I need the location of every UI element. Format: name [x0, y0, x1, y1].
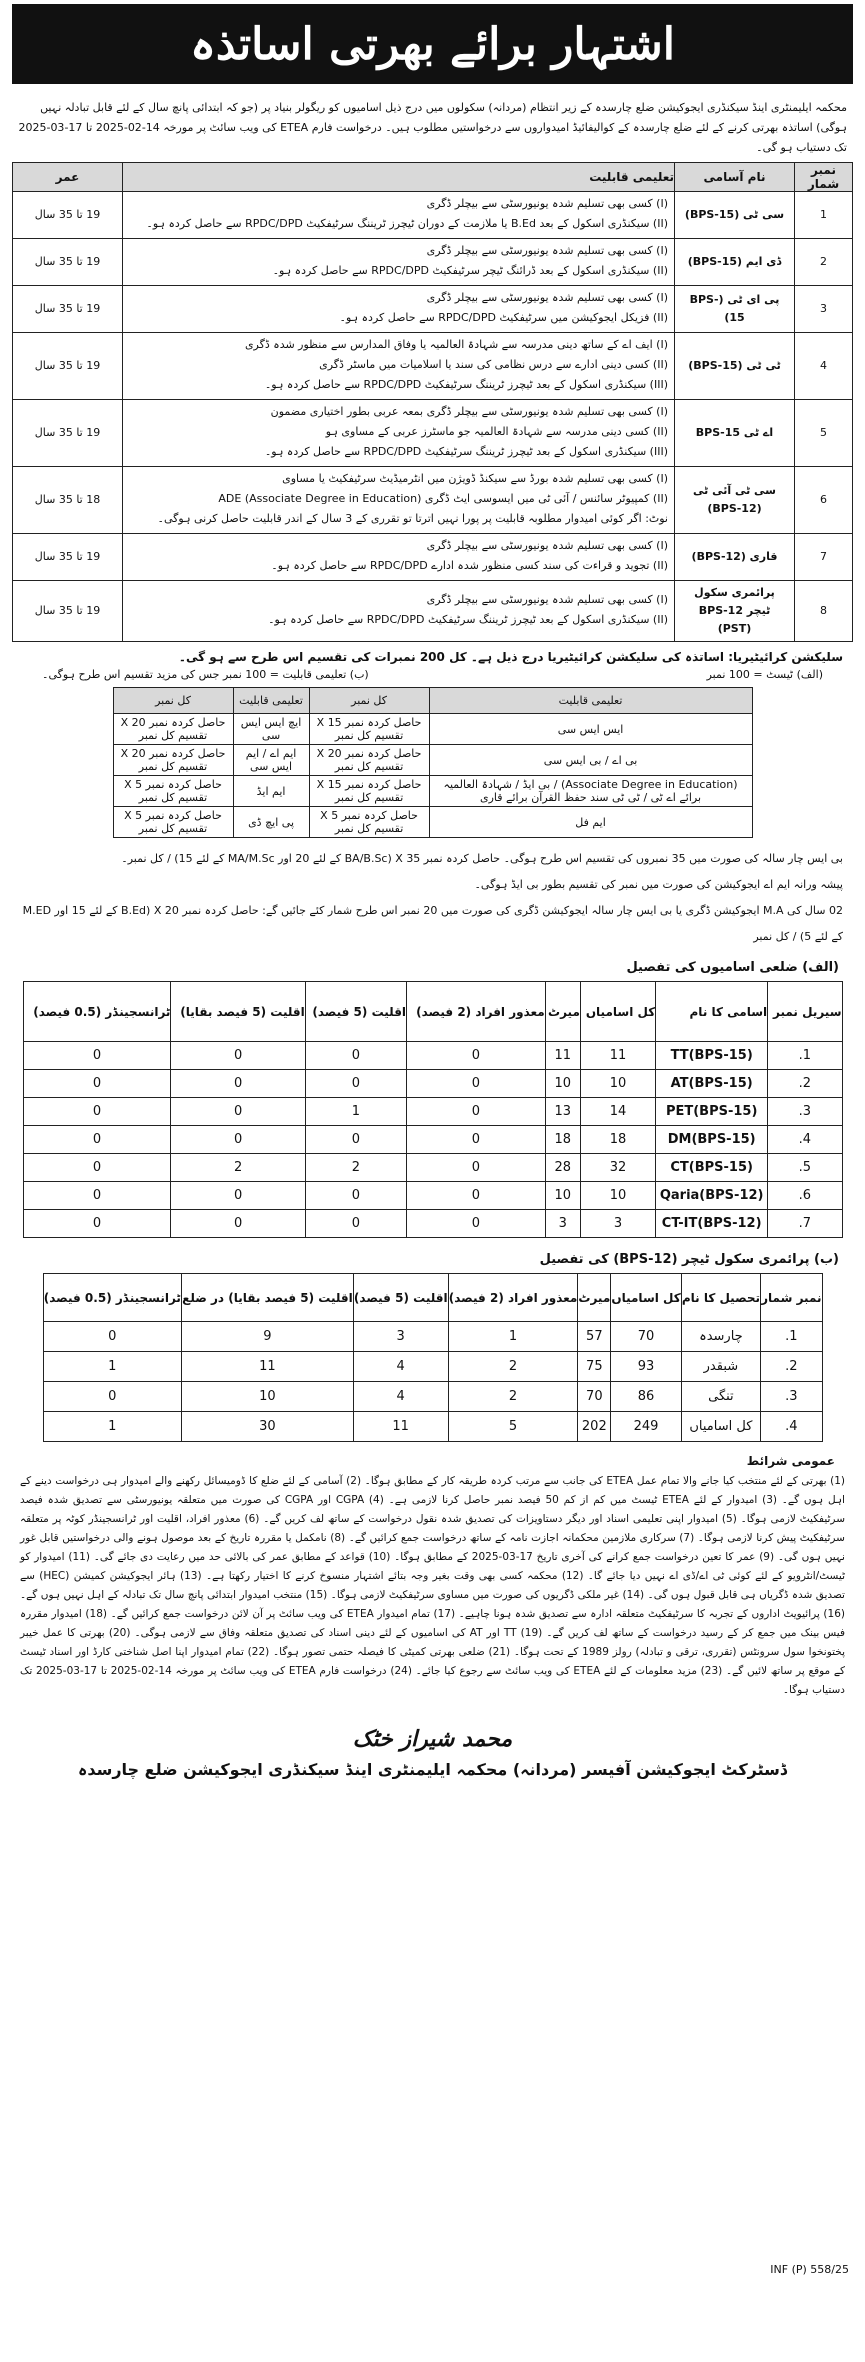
post-name: ٹی ٹی (BPS-15): [675, 333, 795, 400]
post-serial: 3: [795, 286, 853, 333]
district-cell: 0: [171, 1182, 305, 1210]
marks-row: [113, 807, 752, 838]
marks-cell: حاصل کردہ نمبر X 20 تقسیم کل نمبر: [309, 745, 429, 776]
pst-cell: 11: [181, 1352, 353, 1382]
post-age: 19 تا 35 سال: [13, 192, 123, 239]
pst-cell: 3.: [761, 1382, 822, 1412]
pst-cell: 9: [181, 1322, 353, 1352]
district-cell: 3: [580, 1210, 655, 1238]
post-age: 19 تا 35 سال: [13, 400, 123, 467]
pst-cell: 57: [578, 1322, 611, 1352]
pst-cell: 1: [43, 1412, 181, 1442]
marks-cell: ایم ایڈ: [233, 776, 309, 807]
pst-cell: 4: [353, 1352, 448, 1382]
district-row: [23, 1042, 842, 1070]
post-serial: 5: [795, 400, 853, 467]
post-qualification: [123, 534, 675, 581]
marks-cell: ایم اے / ایم ایس سی: [233, 745, 309, 776]
pst-cell: 86: [611, 1382, 681, 1412]
post-row: [13, 534, 853, 581]
marks-cell: حاصل کردہ نمبر X 15 تقسیم کل نمبر: [309, 776, 429, 807]
pst-cell: کل اسامیاں: [681, 1412, 760, 1442]
post-qualification: [123, 286, 675, 333]
qualification-line: (I) کسی بھی تسلیم شدہ یونیورسٹی سے بیچلر ڈگری بمعہ عربی بطور اختیاری مضمون: [270, 405, 668, 418]
pst-cell: 249: [611, 1412, 681, 1442]
post-name: اے ٹی BPS-15: [675, 400, 795, 467]
pst-cell: 5: [448, 1412, 578, 1442]
district-cell: 13: [545, 1098, 580, 1126]
post-serial: 7: [795, 534, 853, 581]
pst-table: [43, 1273, 823, 1442]
district-cell: 10: [580, 1182, 655, 1210]
district-cell: 0: [407, 1098, 546, 1126]
district-post-name: CT-IT(BPS-12): [656, 1210, 768, 1238]
district-post-name: Qaria(BPS-12): [656, 1182, 768, 1210]
intro-paragraph: محکمہ ایلیمنٹری اینڈ سیکنڈری ایجوکیشن ضلع چارسدہ کے زیر انتظام (مردانہ) سکولوں میں درج ذیل اسامیوں کو ریگولر بنیاد پر (جو کہ ابتدائی پانچ سال کے لئے قابل تبادلہ نہیں ہوگی) اساتذہ بھرتی کرنے کے لئے ضلع چارسدہ کے کوالیفائیڈ امیدواروں سے درخواستیں مطلوب ہیں۔ درخواست فارم ETEA کی ویب سائٹ پر مورخہ 14-02-2025 تا 17-03-2025 تک دستیاب ہو گی۔: [18, 101, 847, 154]
qualification-line: (II) سیکنڈری اسکول کے بعد ڈرائنگ ٹیچر سرٹیفکیٹ RPDC/DPD سے حاصل کردہ ہو۔: [272, 264, 668, 277]
district-row: [23, 1154, 842, 1182]
district-cell: 0: [305, 1070, 406, 1098]
col-post-name: نام آسامی: [675, 163, 795, 192]
post-row: [13, 239, 853, 286]
post-name: سی ٹی (BPS-15): [675, 192, 795, 239]
pst-heading: (ب) پرائمری سکول ٹیچر (BPS-12) کی تفصیل: [539, 1252, 839, 1267]
qualification-line: (III) سیکنڈری اسکول کے بعد ٹیچرز ٹریننگ سرٹیفکیٹ RPDC/DPD سے حاصل کردہ ہو۔: [264, 445, 668, 458]
post-age: 19 تا 35 سال: [13, 333, 123, 400]
qualification-line: (II) فزیکل ایجوکیشن میں سرٹیفکیٹ RPDC/DPD سے حاصل کردہ ہو۔: [339, 311, 668, 324]
pst-cell: 4.: [761, 1412, 822, 1442]
district-row: [23, 1126, 842, 1154]
district-cell: 18: [580, 1126, 655, 1154]
pst-cell: 0: [43, 1382, 181, 1412]
marks-note: بی ایس چار سالہ کی صورت میں 35 نمبروں کی تقسیم اس طرح ہوگی۔ حاصل کردہ نمبر X 35 (BA/B.Sc کے لئے 20 اور MA/M.Sc کے لئے 15) / کل نمبر۔: [121, 852, 843, 865]
pst-col-header: تحصیل کا نام: [681, 1274, 760, 1322]
district-cell: 0: [23, 1210, 171, 1238]
district-row: [23, 1098, 842, 1126]
district-cell: 1.: [768, 1042, 842, 1070]
post-age: 19 تا 35 سال: [13, 534, 123, 581]
district-cell: 0: [171, 1098, 305, 1126]
district-cell: 0: [171, 1070, 305, 1098]
district-col-header: اقلیت (5 فیصد بقایا): [171, 982, 305, 1042]
pst-row: [43, 1382, 822, 1412]
post-serial: 1: [795, 192, 853, 239]
marks-col-total-2: کل نمبر: [113, 688, 233, 714]
qualification-line: (I) کسی بھی تسلیم شدہ یونیورسٹی سے بیچلر ڈگری: [426, 244, 668, 257]
pst-col-header: نمبر شمار: [761, 1274, 822, 1322]
district-post-name: TT(BPS-15): [656, 1042, 768, 1070]
district-post-name: DM(BPS-15): [656, 1126, 768, 1154]
district-cell: 4.: [768, 1126, 842, 1154]
post-name: سی ٹی آئی ٹی (BPS-12): [675, 467, 795, 534]
district-col-header: میرٹ: [545, 982, 580, 1042]
district-cell: 0: [23, 1154, 171, 1182]
title-banner: [12, 4, 853, 84]
marks-cell: حاصل کردہ نمبر X 5 تقسیم کل نمبر: [113, 776, 233, 807]
pst-cell: 75: [578, 1352, 611, 1382]
district-post-name: CT(BPS-15): [656, 1154, 768, 1182]
marks-cell: پی ایچ ڈی: [233, 807, 309, 838]
pst-cell: 3: [353, 1322, 448, 1352]
qualification-line: (I) کسی بھی تسلیم شدہ یونیورسٹی سے بیچلر ڈگری: [426, 291, 668, 304]
district-cell: 14: [580, 1098, 655, 1126]
marks-cell: ایس ایس سی: [429, 714, 752, 745]
post-row: [13, 581, 853, 642]
district-cell: 5.: [768, 1154, 842, 1182]
district-col-header: ٹرانسجینڈر (0.5 فیصد): [23, 982, 171, 1042]
pst-cell: 4: [353, 1382, 448, 1412]
officer-name: محمد شیراز خٹک: [352, 1726, 513, 1752]
post-serial: 6: [795, 467, 853, 534]
pst-cell: 11: [353, 1412, 448, 1442]
pst-col-header: معذور افراد (2 فیصد): [448, 1274, 578, 1322]
district-row: [23, 1182, 842, 1210]
marks-notes: [22, 846, 843, 950]
district-cell: 0: [305, 1182, 406, 1210]
post-row: [13, 192, 853, 239]
marks-cell: ایچ ایس ایس سی: [233, 714, 309, 745]
post-age: 19 تا 35 سال: [13, 286, 123, 333]
district-cell: 2: [305, 1154, 406, 1182]
district-posts-heading: (الف) ضلعی اسامیوں کی تفصیل: [626, 960, 839, 975]
post-row: [13, 333, 853, 400]
post-row: [13, 467, 853, 534]
post-row: [13, 286, 853, 333]
post-qualification: [123, 467, 675, 534]
district-cell: 0: [305, 1126, 406, 1154]
pst-row: [43, 1412, 822, 1442]
district-cell: 3: [545, 1210, 580, 1238]
post-serial: 4: [795, 333, 853, 400]
post-name: پی ای ٹی (BPS-15): [675, 286, 795, 333]
qualification-line: (II) کسی دینی ادارے سے درس نظامی کی سند یا اسلامیات میں ماسٹر ڈگری: [319, 358, 668, 371]
officer-title: ڈسٹرکٹ ایجوکیشن آفیسر (مردانہ) محکمہ ایلیمنٹری اینڈ سیکنڈری ایجوکیشن ضلع چارسدہ: [77, 1760, 788, 1779]
pst-col-header: اقلیت (5 فیصد): [353, 1274, 448, 1322]
pst-cell: 1: [448, 1322, 578, 1352]
post-name: پرائمری سکول ٹیچر BPS-12 (PST): [675, 581, 795, 642]
district-posts-table: [23, 981, 843, 1238]
district-cell: 10: [545, 1070, 580, 1098]
general-conditions-heading: عمومی شرائط: [746, 1454, 835, 1468]
district-cell: 0: [23, 1098, 171, 1126]
pst-col-header: میرٹ: [578, 1274, 611, 1322]
qualification-line: (I) کسی بھی تسلیم شدہ بورڈ سے سیکنڈ ڈویژن میں انٹرمیڈیٹ سرٹیفکیٹ یا مساوی: [282, 472, 668, 485]
marks-row: [113, 714, 752, 745]
district-cell: 0: [171, 1042, 305, 1070]
district-cell: 6.: [768, 1182, 842, 1210]
marks-col-total-1: کل نمبر: [309, 688, 429, 714]
district-cell: 0: [171, 1126, 305, 1154]
criteria-lines: [42, 668, 823, 681]
district-cell: 0: [23, 1182, 171, 1210]
qualification-line: (III) سیکنڈری اسکول کے بعد ٹیچرز ٹریننگ سرٹیفکیٹ RPDC/DPD سے حاصل کردہ ہو۔: [264, 378, 668, 391]
marks-note: پیشہ ورانہ ایم اے ایجوکیشن کی صورت میں نمبر کی تقسیم بطور بی ایڈ ہوگی۔: [474, 878, 843, 891]
district-cell: 0: [407, 1070, 546, 1098]
qualification-line: نوٹ: اگر کوئی امیدوار مطلوبہ قابلیت پر پورا نہیں اترتا تو تقرری کے 3 سال کے اندر قابلیت حاصل کرنی ہوگی۔: [157, 512, 668, 525]
district-col-header: سیریل نمبر: [768, 982, 842, 1042]
post-name: قاری (BPS-12): [675, 534, 795, 581]
qualification-line: (I) کسی بھی تسلیم شدہ یونیورسٹی سے بیچلر ڈگری: [426, 197, 668, 210]
qualification-line: (II) کمپیوٹر سائنس / آئی ٹی میں ایسوسی ایٹ ڈگری (Associate Degree in Education) ADE: [218, 492, 668, 505]
marks-cell: حاصل کردہ نمبر X 20 تقسیم کل نمبر: [113, 745, 233, 776]
district-row: [23, 1210, 842, 1238]
post-qualification: [123, 400, 675, 467]
district-cell: 10: [545, 1182, 580, 1210]
pst-cell: 202: [578, 1412, 611, 1442]
signature-block: [12, 1726, 853, 1779]
district-cell: 0: [407, 1126, 546, 1154]
district-cell: 0: [305, 1210, 406, 1238]
marks-note: 02 سال کی M.A ایجوکیشن ڈگری یا بی ایس چار سالہ ایجوکیشن ڈگری کی صورت میں 20 نمبر اس طرح شمار کئے جائیں گے: حاصل کردہ نمبر X 20 (B.Ed کے لئے 15 اور M.ED کے لئے 5) / کل نمبر: [22, 904, 843, 943]
district-cell: 10: [580, 1070, 655, 1098]
post-age: 18 تا 35 سال: [13, 467, 123, 534]
qualification-line: (I) ایف اے کے ساتھ دینی مدرسہ سے شہادۃ العالمیہ یا وفاق المدارس سے منظور شدہ ڈگری: [244, 338, 668, 351]
district-cell: 1: [305, 1098, 406, 1126]
marks-row: [113, 776, 752, 807]
qualification-line: (I) کسی بھی تسلیم شدہ یونیورسٹی سے بیچلر ڈگری: [426, 539, 668, 552]
marks-cell: حاصل کردہ نمبر X 5 تقسیم کل نمبر: [309, 807, 429, 838]
post-row: [13, 400, 853, 467]
marks-table: [113, 687, 753, 838]
post-qualification: [123, 581, 675, 642]
qualification-line: (II) سیکنڈری اسکول کے بعد B.Ed یا ملازمت کے دوران ٹیچرز ٹریننگ سرٹیفکیٹ RPDC/DPD سے حاصل کردہ ہو۔: [146, 217, 668, 230]
district-cell: 0: [407, 1042, 546, 1070]
district-cell: 18: [545, 1126, 580, 1154]
pst-row: [43, 1322, 822, 1352]
pst-cell: تنگی: [681, 1382, 760, 1412]
post-age: 19 تا 35 سال: [13, 239, 123, 286]
pst-cell: 0: [43, 1322, 181, 1352]
district-cell: 3.: [768, 1098, 842, 1126]
pst-cell: شبقدر: [681, 1352, 760, 1382]
district-row: [23, 1070, 842, 1098]
marks-cell: حاصل کردہ نمبر X 5 تقسیم کل نمبر: [113, 807, 233, 838]
district-col-header: اسامی کا نام: [656, 982, 768, 1042]
pst-cell: 70: [578, 1382, 611, 1412]
district-cell: 0: [407, 1154, 546, 1182]
general-conditions-text: (1) بھرتی کے لئے منتخب کیا جانے والا تمام عمل ETEA کی جانب سے مرتب کردہ طریقہ کار کے مطابق ہوگا۔ (2) آسامی کے لئے ضلع کا ڈومیسائل رکھنے والے امیدوار ہی درخواست دینے کے اہل ہوں گے۔ (3) امیدوار کے لئے ETEA ٹیسٹ میں کم از کم 50 فیصد نمبر حاصل کرنا لازمی ہے۔ (4) CGPA اور CGPA کی صورت میں متعلقہ یونیورسٹی سے تصدیق شدہ فیصد سرٹیفکیٹ لازمی ہوگا۔ (5) امیدوار اپنی تعلیمی اسناد اور دیگر دستاویزات کی تصدیق شدہ نقول درخواست کے ساتھ لف کریں گے۔ (6) معذور افراد، اقلیت اور ٹرانسجینڈر کوٹہ پر متعلقہ سرٹیفکیٹ پیش کرنا لازمی ہوگا۔ (7) سرکاری ملازمین محکمانہ اجازت نامہ کے ساتھ درخواست جمع کرائیں گے۔ (8) نامکمل یا مقررہ تاریخ کے بعد موصول ہونے والی درخواستیں قابل غور نہیں ہوں گی۔ (9) عمر کا تعین درخواست جمع کرانے کی آخری تاریخ 17-03-2025 کے مطابق ہوگا۔ (10) قواعد کے مطابق عمر کی بالائی حد میں رعایت دی جائے گی۔ (11) امیدوار کو ٹیسٹ/انٹرویو کے لئے کوئی ٹی اے/ڈی اے نہیں دیا جائے گا۔ (12) محکمہ کسی بھی وقت بغیر وجہ بتائے اشتہار منسوخ کرنے کا اختیار رکھتا ہے۔ (13) ہائر ایجوکیشن کمیشن (HEC) سے تصدیق شدہ ڈگریاں ہی قابل قبول ہوں گی۔ (14) غیر ملکی ڈگریوں کی صورت میں مساوی سرٹیفکیٹ لازمی ہوگا۔ (15) منتخب امیدوار ابتدائی پانچ سال تک تبادلہ کے اہل نہیں ہوں گے۔ (16) پرائیویٹ اداروں کے تجربہ کا سرٹیفکیٹ متعلقہ ادارہ سے تصدیق شدہ ہونا چاہیے۔ (17) تمام امیدوار ETEA کی ویب سائٹ پر آن لائن درخواست جمع کرائیں گے۔ (18) امیدوار مقررہ فیس بینک میں جمع کر کے رسید درخواست کے ساتھ لف کریں گے۔ (19) TT اور AT کی اسامیوں کے لئے دینی اسناد کی تصدیق متعلقہ وفاق سے لازمی ہوگی۔ (20) بھرتی کا عمل خیبر پختونخوا سول سرونٹس (تقرری، ترقی و تبادلہ) رولز 1989 کے تحت ہوگا۔ (21) ضلعی بھرتی کمیٹی کا فیصلہ حتمی تصور ہوگا۔ (22) تمام امیدوار اپنا اصل شناختی کارڈ اور اسناد ٹیسٹ کے موقع پر ساتھ لائیں گے۔ (23) مزید معلومات کے لئے ETEA کی ویب سائٹ سے رجوع کیا جائے۔ (24) درخواست فارم ETEA کی ویب سائٹ پر مورخہ 14-02-2025 تا 17-03-2025 تک دستیاب ہوگا۔: [20, 1475, 846, 1696]
district-cell: 0: [305, 1042, 406, 1070]
district-cell: 28: [545, 1154, 580, 1182]
district-cell: 0: [23, 1042, 171, 1070]
pst-cell: 2.: [761, 1352, 822, 1382]
post-qualification: [123, 333, 675, 400]
pst-cell: 70: [611, 1322, 681, 1352]
district-cell: 0: [407, 1210, 546, 1238]
post-qualification: [123, 192, 675, 239]
marks-cell: حاصل کردہ نمبر X 15 تقسیم کل نمبر: [309, 714, 429, 745]
district-cell: 7.: [768, 1210, 842, 1238]
marks-col-qual-2: تعلیمی قابلیت: [233, 688, 309, 714]
pst-cell: 10: [181, 1382, 353, 1412]
page-title: اشتہار برائے بھرتی اساتذہ: [190, 18, 675, 70]
district-cell: 0: [23, 1126, 171, 1154]
qualification-line: (II) کسی دینی مدرسہ سے شہادۃ العالمیہ جو ماسٹرز عربی کے مساوی ہو: [325, 425, 668, 438]
pst-col-header: ٹرانسجینڈر (0.5 فیصد): [43, 1274, 181, 1322]
pst-cell: 1.: [761, 1322, 822, 1352]
district-cell: 2: [171, 1154, 305, 1182]
district-col-header: معذور افراد (2 فیصد): [407, 982, 546, 1042]
col-qualification: تعلیمی قابلیت: [123, 163, 675, 192]
district-cell: 0: [171, 1210, 305, 1238]
criteria-test: (الف) ٹیسٹ = 100 نمبر: [706, 668, 823, 681]
criteria-academic: (ب) تعلیمی قابلیت = 100 نمبر جس کی مزید تقسیم اس طرح ہوگی۔: [42, 668, 369, 681]
pst-col-header: اقلیت (5 فیصد بقایا) در ضلع: [181, 1274, 353, 1322]
district-post-name: AT(BPS-15): [656, 1070, 768, 1098]
district-cell: 11: [545, 1042, 580, 1070]
qualification-line: (II) تجوید و قراءت کی سند کسی منظور شدہ ادارے RPDC/DPD سے حاصل کردہ ہو۔: [271, 559, 668, 572]
pst-cell: 2: [448, 1382, 578, 1412]
pst-cell: 93: [611, 1352, 681, 1382]
qualification-line: (II) سیکنڈری اسکول کے بعد ٹیچرز ٹریننگ سرٹیفکیٹ RPDC/DPD سے حاصل کردہ ہو۔: [268, 613, 668, 626]
district-col-header: اقلیت (5 فیصد): [305, 982, 406, 1042]
district-cell: 0: [407, 1182, 546, 1210]
col-age: عمر: [13, 163, 123, 192]
pst-cell: 30: [181, 1412, 353, 1442]
pst-cell: 1: [43, 1352, 181, 1382]
selection-criteria-heading: سلیکشن کرائیٹیریا: اساتذہ کی سلیکشن کرائیٹیریا درج ذیل ہے۔ کل 200 نمبرات کی تقسیم اس طرح سے ہو گی۔: [178, 650, 843, 664]
marks-cell: بی اے / بی ایس سی: [429, 745, 752, 776]
marks-row: [113, 745, 752, 776]
qualification-line: (I) کسی بھی تسلیم شدہ یونیورسٹی سے بیچلر ڈگری: [426, 593, 668, 606]
marks-col-qual-1: تعلیمی قابلیت: [429, 688, 752, 714]
pst-cell: 2: [448, 1352, 578, 1382]
marks-cell: (Associate Degree in Education) / بی ایڈ / شہادۃ العالمیہ برائے اے ٹی / ٹی ٹی سند حفظ القرآن برائے قاری: [429, 776, 752, 807]
post-name: ڈی ایم (BPS-15): [675, 239, 795, 286]
district-post-name: PET(BPS-15): [656, 1098, 768, 1126]
district-cell: 2.: [768, 1070, 842, 1098]
pst-col-header: کل اسامیاں: [611, 1274, 681, 1322]
post-serial: 8: [795, 581, 853, 642]
post-age: 19 تا 35 سال: [13, 581, 123, 642]
pst-cell: چارسدہ: [681, 1322, 760, 1352]
reference-number: INF (P) 558/25: [770, 2263, 849, 2276]
col-serial: نمبر شمار: [795, 163, 853, 192]
post-serial: 2: [795, 239, 853, 286]
district-col-header: کل اسامیاں: [580, 982, 655, 1042]
posts-table: [12, 162, 853, 642]
district-cell: 32: [580, 1154, 655, 1182]
post-qualification: [123, 239, 675, 286]
marks-cell: ایم فل: [429, 807, 752, 838]
district-cell: 11: [580, 1042, 655, 1070]
marks-cell: حاصل کردہ نمبر X 20 تقسیم کل نمبر: [113, 714, 233, 745]
district-cell: 0: [23, 1070, 171, 1098]
pst-row: [43, 1352, 822, 1382]
